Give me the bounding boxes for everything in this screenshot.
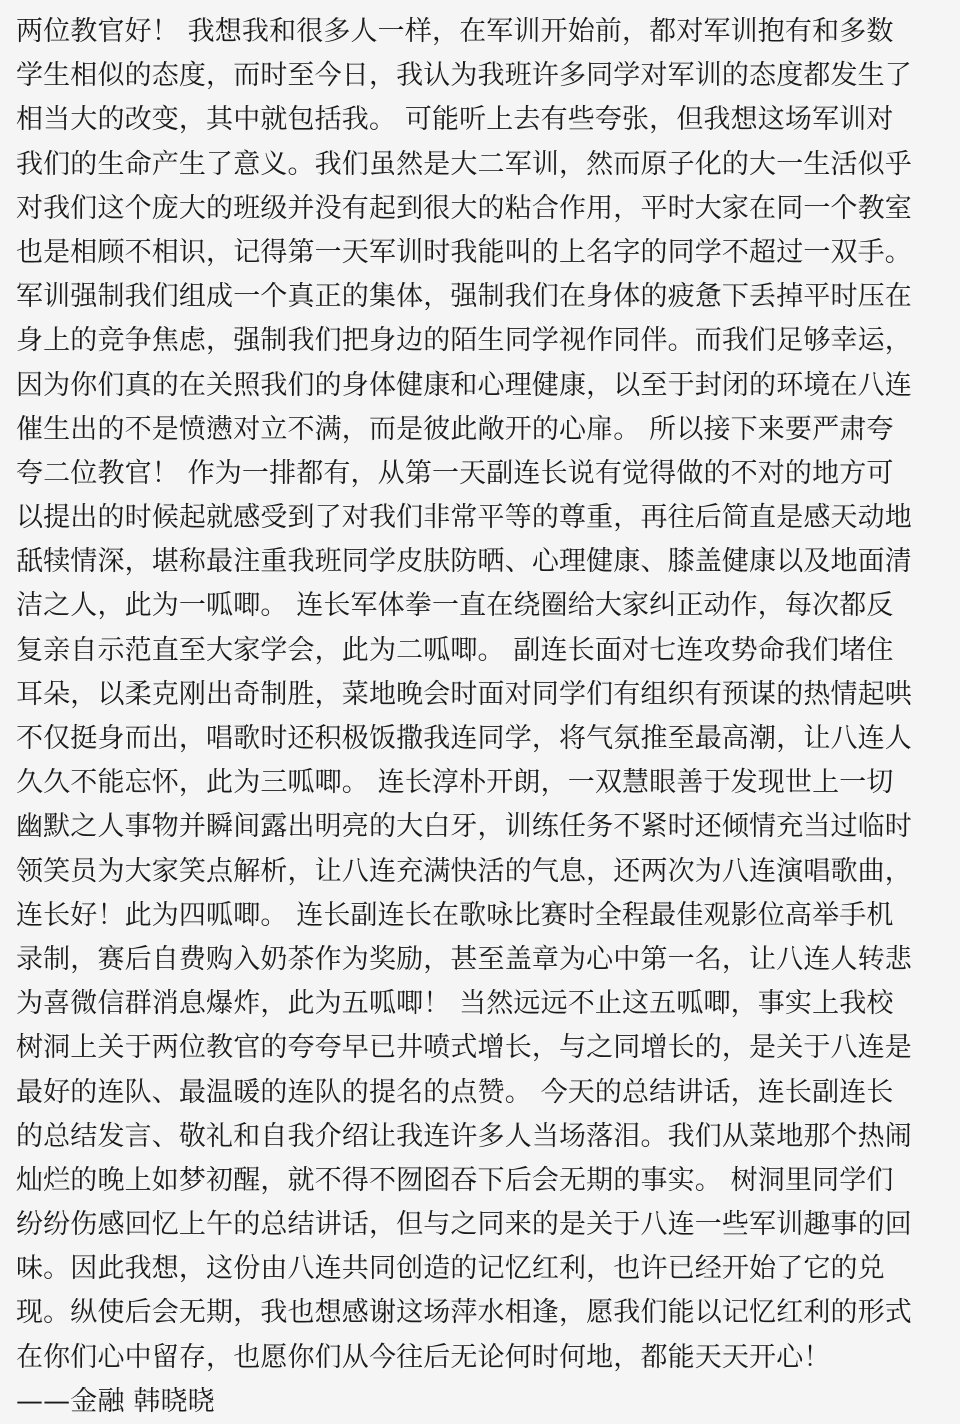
text-line: 对我们这个庞大的班级并没有起到很大的粘合作用，平时大家在同一个教室 <box>16 192 912 224</box>
text-line: 学生相似的态度，而时至今日，我认为我班许多同学对军训的态度都发生了 <box>16 60 912 92</box>
text-line: 为喜微信群消息爆炸，此为五呱唧！ 当然远远不止这五呱唧，事实上我校 <box>16 988 894 1020</box>
text-line: 最好的连队、最温暖的连队的提名的点赞。 今天的总结讲话，连长副连长 <box>16 1076 894 1108</box>
text-line: 催生出的不是愤懑对立不满，而是彼此敞开的心扉。 所以接下来要严肃夸 <box>16 413 894 445</box>
text-line: 我们的生命产生了意义。我们虽然是大二军训，然而原子化的大一生活似乎 <box>16 148 912 180</box>
text-line: 复亲自示范直至大家学会，此为二呱唧。 副连长面对七连攻势命我们堵住 <box>16 634 894 666</box>
text-line: 两位教官好！ 我想我和很多人一样，在军训开始前，都对军训抱有和多数 <box>16 16 894 47</box>
text-line: 幽默之人事物并瞬间露出明亮的大白牙，训练任务不紧时还倾情充当过临时 <box>16 811 912 843</box>
text-line: 录制，赛后自费购入奶茶作为奖励，甚至盖章为心中第一名，让八连人转悲 <box>16 943 912 975</box>
text-line: 味。因此我想，这份由八连共同创造的记忆红利，也许已经开始了它的兑 <box>16 1253 885 1285</box>
text-line: 不仅挺身而出，唱歌时还积极饭撒我连同学，将气氛推至最高潮，让八连人 <box>16 723 912 754</box>
text-line: 连长好！此为四呱唧。 连长副连长在歌咏比赛时全程最佳观影位高举手机 <box>16 899 894 931</box>
text-line: 因为你们真的在关照我们的身体健康和心理健康，以至于封闭的环境在八连 <box>16 369 912 401</box>
text-line: 领笑员为大家笑点解析，让八连充满快活的气息，还两次为八连演唱歌曲， <box>16 855 912 887</box>
text-line: 以提出的时候起就感受到了对我们非常平等的尊重，再往后简直是感天动地 <box>16 502 912 534</box>
text-line: 军训强制我们组成一个真正的集体，强制我们在身体的疲惫下丢掉平时压在 <box>16 281 912 313</box>
text-line: 纷纷伤感回忆上午的总结讲话，但与之同来的是关于八连一些军训趣事的回 <box>16 1209 912 1241</box>
signature: ——金融 韩晓晓 <box>16 1385 215 1417</box>
text-line: 灿烂的晚上如梦初醒，就不得不囫囵吞下后会无期的事实。 树洞里同学们 <box>16 1164 894 1196</box>
letter-body <box>16 10 944 1380</box>
text-line: 的总结发言、敬礼和自我介绍让我连许多人当场落泪。我们从菜地那个热闹 <box>16 1120 912 1152</box>
text-line: 身上的竞争焦虑，强制我们把身边的陌生同学视作同伴。而我们足够幸运， <box>16 325 912 357</box>
text-line: 耳朵，以柔克刚出奇制胜，菜地晚会时面对同学们有组织有预谋的热情起哄 <box>16 678 912 710</box>
text-line: 久久不能忘怀，此为三呱唧。 连长淳朴开朗，一双慧眼善于发现世上一切 <box>16 767 894 799</box>
text-line: 洁之人，此为一呱唧。 连长军体拳一直在绕圈给大家纠正动作，每次都反 <box>16 590 894 622</box>
text-line: 在你们心中留存，也愿你们从今往后无论何时何地，都能天天开心！ <box>16 1341 831 1373</box>
text-line: 舐犊情深，堪称最注重我班同学皮肤防晒、心理健康、膝盖健康以及地面清 <box>16 546 912 578</box>
text-line: 现。纵使后会无期，我也想感谢这场萍水相逢，愿我们能以记忆红利的形式 <box>16 1297 912 1329</box>
text-line: 树洞上关于两位教官的夸夸早已井喷式增长，与之同增长的，是关于八连是 <box>16 1032 912 1064</box>
text-line: 夸二位教官！ 作为一排都有，从第一天副连长说有觉得做的不对的地方可 <box>16 457 894 489</box>
text-line: 也是相顾不相识，记得第一天军训时我能叫的上名字的同学不超过一双手。 <box>16 236 912 268</box>
text-line: 相当大的改变，其中就包括我。 可能听上去有些夸张，但我想这场军训对 <box>16 104 894 136</box>
